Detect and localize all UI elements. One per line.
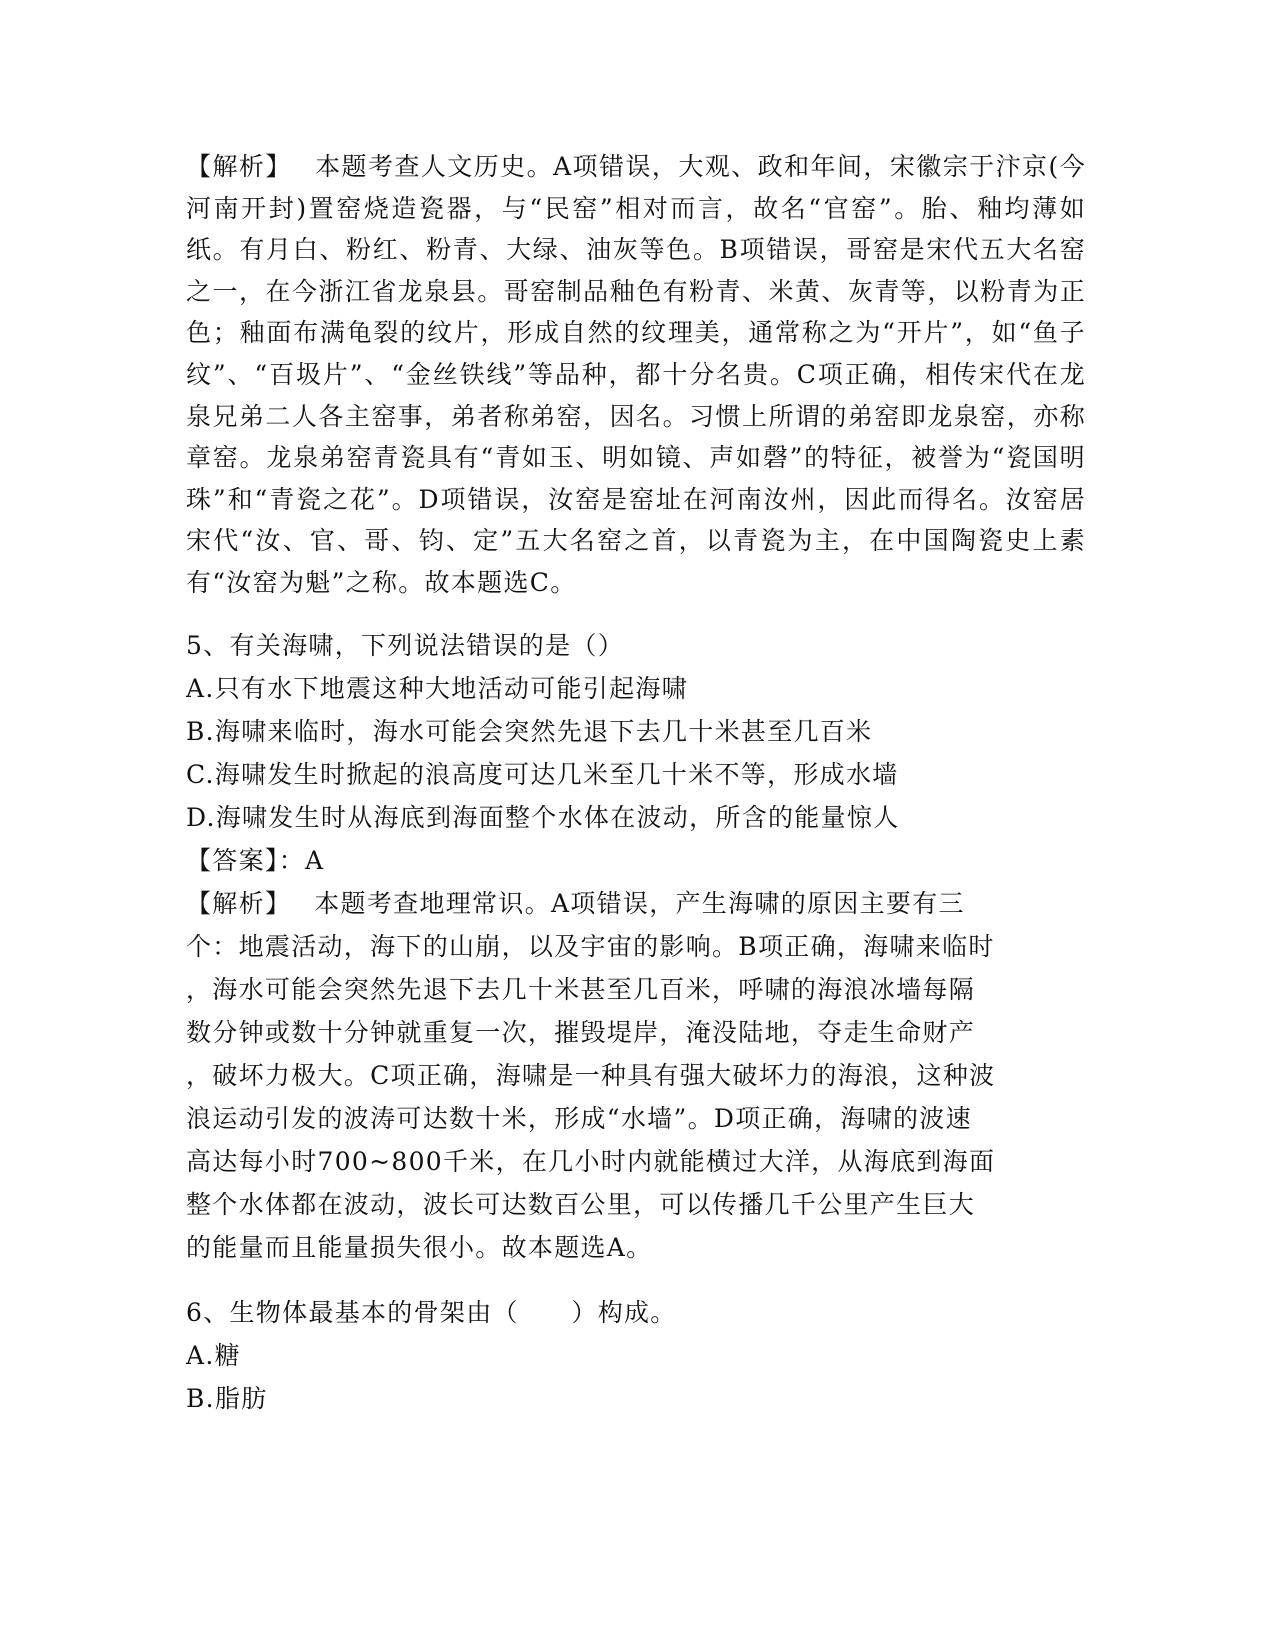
question-5-option-c: C.海啸发生时掀起的浪高度可达几米至几十米不等，形成水墙 <box>186 759 899 789</box>
analysis-line: 整个水体都在波动，波长可达数百公里，可以传播几千公里产生巨大 <box>186 1189 976 1219</box>
question-5 <box>186 624 1086 1269</box>
analysis-paragraph-q4: 【解析】 本题考查人文历史。A项错误，大观、政和年间，宋徽宗于汴京(今河南开封)置窑烧造瓷器，与“民窑”相对而言，故名“官窑”。胎、釉均薄如纸。有月白、粉红、粉青、大绿、油灰等色。B项错误，哥窑是宋代五大名窑之一，在今浙江省龙泉县。哥窑制品釉色有粉青、米黄、灰青等，以粉青为正色；釉面布满龟裂的纹片，形成自然的纹理美，通常称之为“开片”，如“鱼子纹”、“百圾片”、“金丝铁线”等品种，都十分名贵。C项正确，相传宋代在龙泉兄弟二人各主窑事，弟者称弟窑，因名。习惯上所谓的弟窑即龙泉窑，亦称章窑。龙泉弟窑青瓷具有“青如玉、明如镜、声如磬”的特征，被誉为“瓷国明珠”和“青瓷之花”。D项错误，汝窑是窑址在河南汝州，因此而得名。汝窑居宋代“汝、官、哥、钧、定”五大名窑之首，以青瓷为主，在中国陶瓷史上素有“汝窑为魁”之称。故本题选C。 <box>186 152 1086 597</box>
document-content <box>186 146 1086 1420</box>
question-6-option-a: A.糖 <box>186 1340 241 1370</box>
analysis-line: 的能量而且能量损失很小。故本题选A。 <box>186 1232 653 1262</box>
analysis-line: 个：地震活动，海下的山崩，以及宇宙的影响。B项正确，海啸来临时 <box>186 931 995 961</box>
analysis-line: ，破坏力极大。C项正确，海啸是一种具有强大破坏力的海浪，这种波 <box>186 1060 996 1090</box>
analysis-line: 【解析】 本题考查地理常识。A项错误，产生海啸的原因主要有三 <box>186 888 965 918</box>
question-6-option-b: B.脂肪 <box>186 1383 268 1413</box>
question-5-stem: 5、有关海啸，下列说法错误的是（） <box>186 630 625 660</box>
question-5-option-d: D.海啸发生时从海底到海面整个水体在波动，所含的能量惊人 <box>186 802 900 832</box>
analysis-line: 高达每小时700~800千米，在几小时内就能横过大洋，从海底到海面 <box>186 1146 996 1176</box>
question-5-option-b: B.海啸来临时，海水可能会突然先退下去几十米甚至几百米 <box>186 716 873 746</box>
analysis-line: ，海水可能会突然先退下去几十米甚至几百米，呼啸的海浪冰墙每隔 <box>186 974 976 1004</box>
analysis-line: 浪运动引发的波涛可达数十米，形成“水墙”。D项正确，海啸的波速 <box>186 1103 972 1133</box>
question-5-analysis <box>186 882 1086 1269</box>
question-6-stem: 6、生物体最基本的骨架由（ ）构成。 <box>186 1297 677 1327</box>
question-6 <box>186 1291 1086 1420</box>
analysis-line: 数分钟或数十分钟就重复一次，摧毁堤岸，淹没陆地，夺走生命财产 <box>186 1017 976 1047</box>
question-5-answer: 【答案】：A <box>186 845 325 875</box>
question-5-option-a: A.只有水下地震这种大地活动可能引起海啸 <box>186 673 689 703</box>
